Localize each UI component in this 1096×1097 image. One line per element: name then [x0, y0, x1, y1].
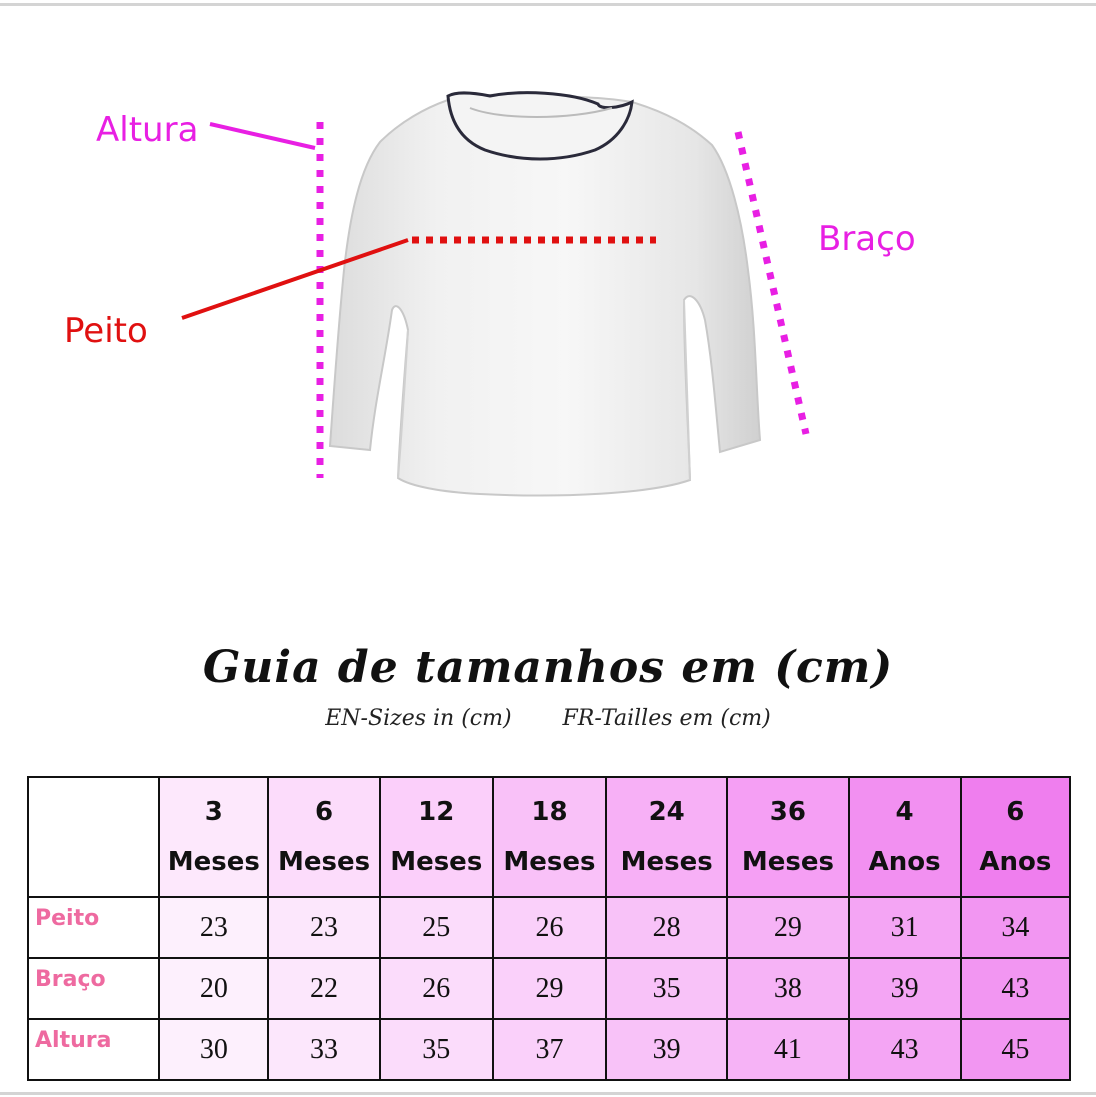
size-number: 12: [418, 797, 455, 827]
measurement-cell: 26: [493, 897, 606, 958]
measurement-cell: 38: [727, 958, 848, 1019]
row-label: Peito: [28, 897, 159, 958]
height-label: Altura: [96, 110, 199, 150]
row-label: Braço: [28, 958, 159, 1019]
size-unit: Anos: [868, 847, 941, 877]
size-number: 24: [648, 797, 685, 827]
size-unit: Meses: [620, 847, 713, 877]
size-number: 36: [769, 797, 806, 827]
measurement-cell: 30: [159, 1019, 268, 1080]
measurement-cell: 25: [380, 897, 493, 958]
size-unit: Meses: [390, 847, 483, 877]
size-unit: Meses: [278, 847, 371, 877]
table-corner-cell: [28, 777, 159, 897]
measurement-cell: 41: [727, 1019, 848, 1080]
subtitle-en: EN-Sizes in (cm): [325, 706, 512, 731]
size-header-1: [268, 777, 379, 897]
measurement-cell: 28: [606, 897, 727, 958]
measurement-cell: 43: [961, 958, 1070, 1019]
size-unit: Meses: [503, 847, 596, 877]
measurement-cell: 22: [268, 958, 379, 1019]
size-unit: Meses: [741, 847, 834, 877]
size-number: 18: [531, 797, 568, 827]
height-pointer-line: [210, 124, 315, 148]
measurement-cell: 37: [493, 1019, 606, 1080]
measurement-cell: 35: [606, 958, 727, 1019]
measurement-cell: 39: [849, 958, 961, 1019]
size-header-5: [727, 777, 848, 897]
size-guide-subtitles: [0, 706, 1096, 731]
bottom-border: [0, 1092, 1096, 1095]
size-number: 6: [315, 797, 334, 827]
size-header-7: [961, 777, 1070, 897]
row-label: Altura: [28, 1019, 159, 1080]
size-header-6: [849, 777, 961, 897]
size-number: 6: [1006, 797, 1025, 827]
size-number: 3: [204, 797, 223, 827]
measurement-cell: 35: [380, 1019, 493, 1080]
size-header-3: [493, 777, 606, 897]
measurement-cell: 39: [606, 1019, 727, 1080]
measurement-cell: 29: [727, 897, 848, 958]
measurement-cell: 34: [961, 897, 1070, 958]
table-row: [28, 897, 1070, 958]
chest-label: Peito: [64, 311, 148, 351]
size-unit: Anos: [979, 847, 1052, 877]
size-unit: Meses: [167, 847, 260, 877]
table-row: [28, 958, 1070, 1019]
size-header-2: [380, 777, 493, 897]
table-header-row: [28, 777, 1070, 897]
measurement-cell: 29: [493, 958, 606, 1019]
measurement-cell: 23: [268, 897, 379, 958]
size-number: 4: [895, 797, 914, 827]
size-header-0: [159, 777, 268, 897]
arm-label: Braço: [818, 219, 916, 259]
measurement-cell: 45: [961, 1019, 1070, 1080]
measurement-cell: 33: [268, 1019, 379, 1080]
measurement-cell: 31: [849, 897, 961, 958]
measurement-cell: 20: [159, 958, 268, 1019]
table-row: [28, 1019, 1070, 1080]
size-guide-title: Guia de tamanhos em (cm): [202, 642, 894, 693]
size-header-4: [606, 777, 727, 897]
subtitle-fr: FR-Tailles em (cm): [562, 706, 771, 731]
size-table: [27, 776, 1071, 1081]
measurement-cell: 23: [159, 897, 268, 958]
table-body: [28, 897, 1070, 1080]
measurement-cell: 43: [849, 1019, 961, 1080]
measurement-cell: 26: [380, 958, 493, 1019]
